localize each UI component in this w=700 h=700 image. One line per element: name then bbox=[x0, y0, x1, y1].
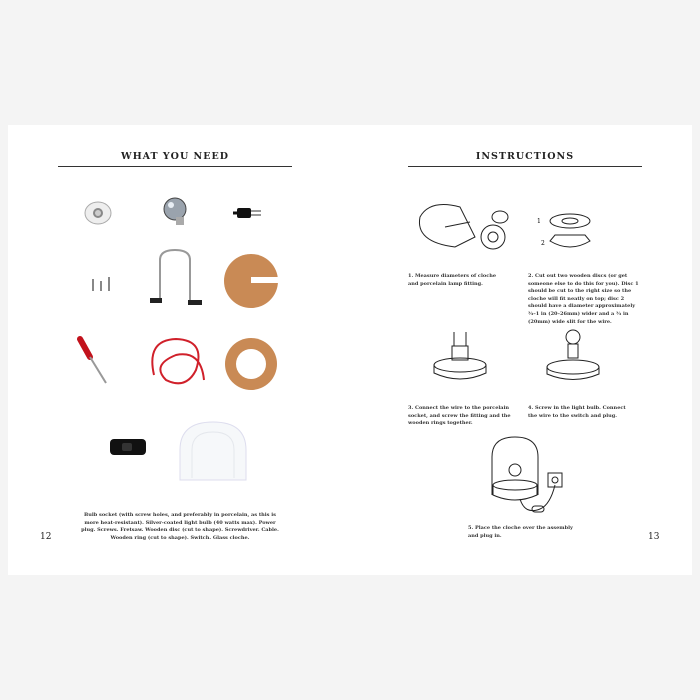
page-number: 13 bbox=[648, 532, 660, 542]
disc1-label: 1 bbox=[537, 218, 541, 225]
fretsaw-image bbox=[148, 248, 203, 313]
cable-image bbox=[146, 335, 208, 390]
step-4-text: 4. Screw in the light bulb. Connect the wire to the switch and plug. bbox=[528, 405, 626, 419]
page-heading: INSTRUCTIONS bbox=[475, 151, 575, 162]
wooden-ring-image bbox=[224, 337, 278, 391]
power-plug-image bbox=[233, 203, 273, 223]
step3-assembly-illustration bbox=[430, 330, 490, 385]
step-5-text: 5. Place the cloche over the assembly and plug in. bbox=[468, 525, 573, 539]
materials-caption: Bulb socket (with screw holes, and preferably in porcelain, as this is more heat-resistant). Silver-coated light bulb (40 watts max). Power plug. Screws. Fretsaw. Wooden disc (cut to shape). Screwdriver. Cable. Wooden ring (cut to shape). Switch. Glass cloche. bbox=[81, 512, 279, 541]
glass-cloche-image bbox=[178, 420, 248, 482]
disc2-label: 2 bbox=[541, 240, 545, 247]
step2-discs-illustration bbox=[535, 205, 605, 255]
step-3-text: 3. Connect the wire to the porcelain socket, and screw the fitting and the wooden rings together. bbox=[408, 405, 511, 427]
silver-bulb-image bbox=[161, 195, 191, 227]
wooden-disc-image bbox=[223, 253, 279, 309]
step1-measure-illustration bbox=[415, 197, 515, 257]
step4-bulb-illustration bbox=[543, 325, 603, 385]
step-1-text: 1. Measure diameters of cloche and porcelain lamp fitting. bbox=[408, 273, 497, 287]
bulb-socket-image bbox=[83, 200, 113, 226]
left-page bbox=[8, 125, 350, 575]
screwdriver-image bbox=[76, 335, 112, 387]
right-page bbox=[350, 125, 692, 575]
heading-rule bbox=[408, 166, 642, 167]
heading-rule bbox=[58, 166, 292, 167]
step-2-text: 2. Cut out two wooden discs (or get someone else to do this for you). Disc 1 should be cut to the right size so the cloche will fit neatly on top; disc 2 should have a diameter approximately ¾–1 in (20–26mm) wider and a ¾ in (20mm) wide slit for the wire. bbox=[528, 273, 639, 325]
page-number: 12 bbox=[40, 532, 52, 542]
page-heading: WHAT YOU NEED bbox=[121, 151, 229, 162]
step5-cloche-illustration bbox=[490, 435, 580, 515]
screws-image bbox=[88, 275, 118, 295]
switch-image bbox=[108, 437, 148, 457]
